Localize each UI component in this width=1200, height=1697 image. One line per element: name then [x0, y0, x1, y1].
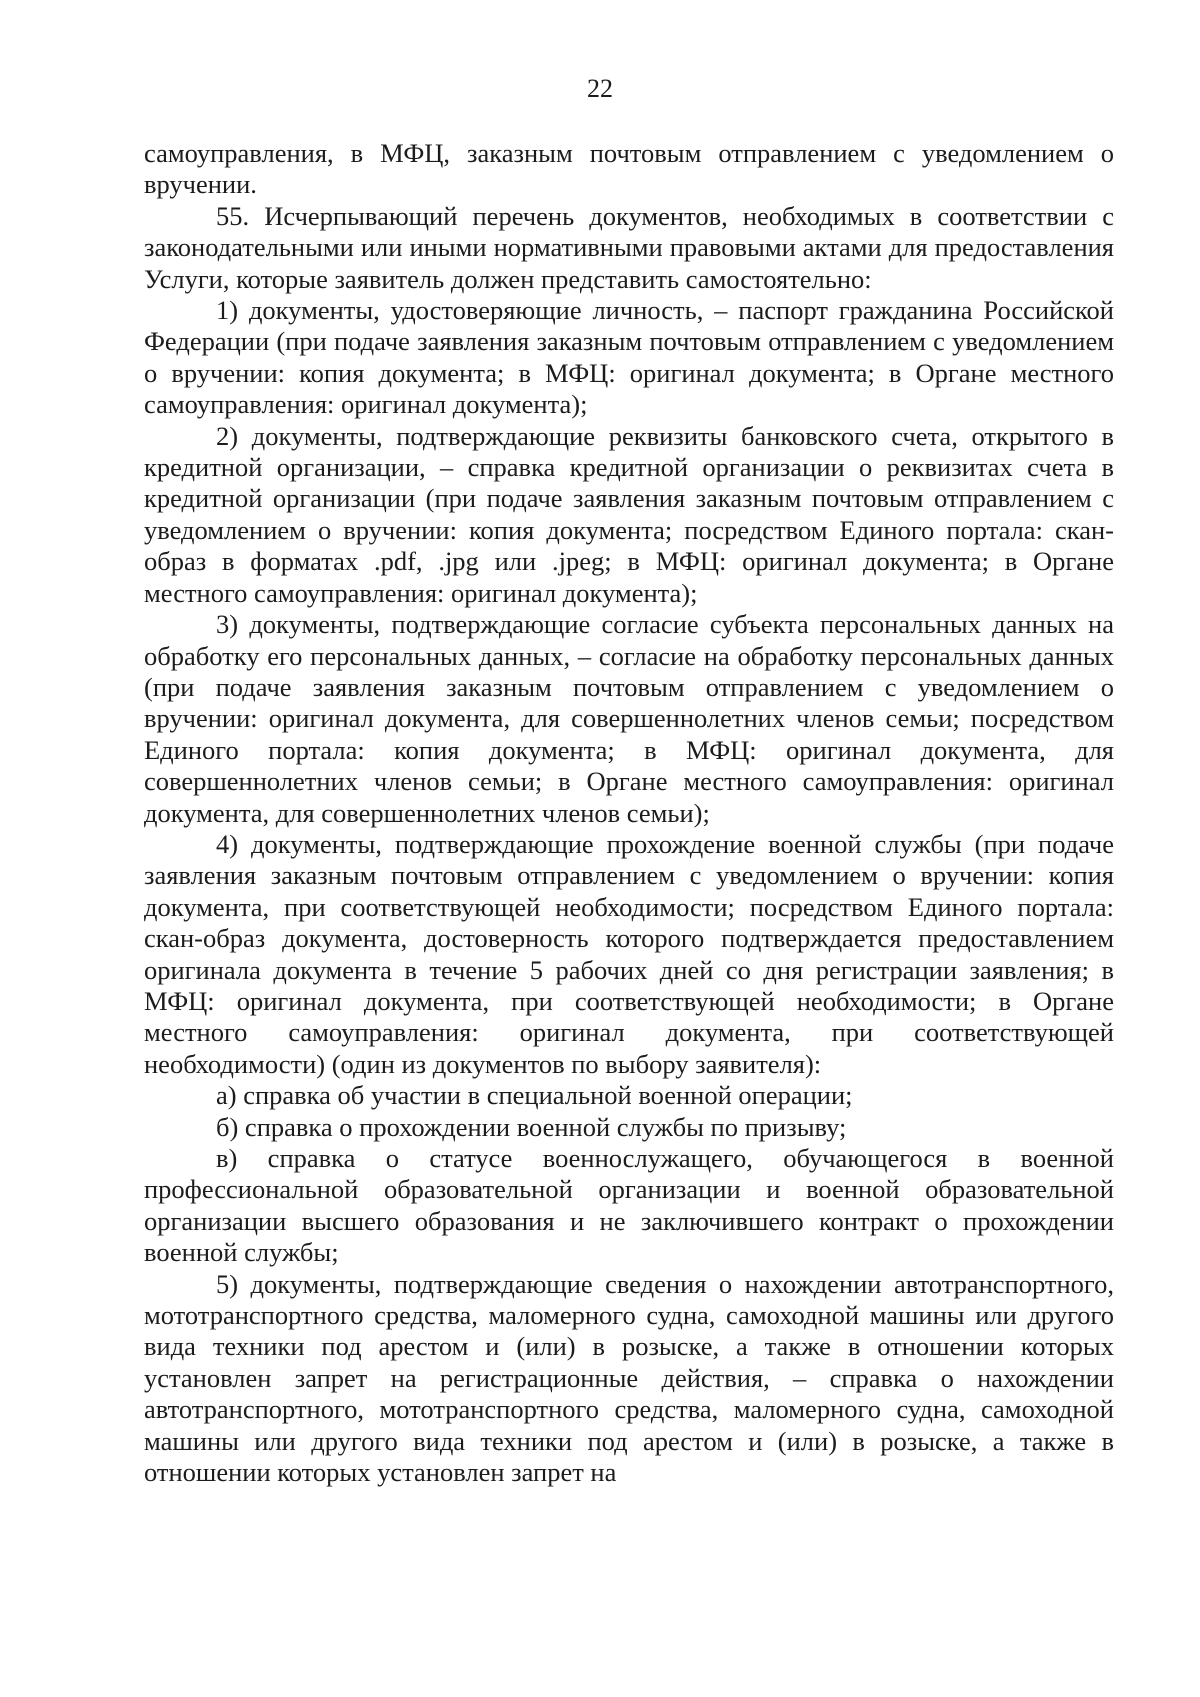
list-item-2: 2) документы, подтверждающие реквизиты банковского счета, открытого в кредитной организации, – справка кредитной организации о реквизитах счета в кредитной организации (при подаче заявления заказным почтовым отправлением с уведомлением о вручении: копия документа; посредством Единого портала: скан-образ в форматах .pdf, .jpg или .jpeg; в МФЦ: оригинал документа; в Органе местного самоуправления: оригинал документа); [144, 420, 1114, 608]
paragraph-continuation: самоуправления, в МФЦ, заказным почтовым отправлением с уведомлением о вручении. [144, 138, 1114, 200]
paragraph-item-55: 55. Исчерпывающий перечень документов, необходимых в соответствии с законодательными или иными нормативными правовыми актами для предоставления Услуги, которые заявитель должен представить самостоятельно: [144, 200, 1114, 294]
sub-item-b: б) справка о прохождении военной службы по призыву; [216, 1111, 847, 1142]
sub-item-v: в) справка о статусе военнослужащего, обучающегося в военной профессиональной образовательной организации и военной образовательной организации высшего образования и не заключившего контракт о прохождении военной службы; [144, 1143, 1114, 1268]
list-item-4: 4) документы, подтверждающие прохождение военной службы (при подаче заявления заказным почтовым отправлением с уведомлением о вручении: копия документа, при соответствующей необходимости; посредством Единого портала: скан-образ документа, достоверность которого подтверждается предоставлением оригинала документа в течение 5 рабочих дней со дня регистрации заявления; в МФЦ: оригинал документа, при соответствующей необходимости; в Органе местного самоуправления: оригинал документа, при соответствующей необходимости) (один из документов по выбору заявителя): [144, 828, 1114, 1079]
list-item-1: 1) документы, удостоверяющие личность, – паспорт гражданина Российской Федерации (при подаче заявления заказным почтовым отправлением с уведомлением о вручении: копия документа; в МФЦ: оригинал документа; в Органе местного самоуправления: оригинал документа); [144, 295, 1114, 420]
page-number: 22 [587, 74, 613, 103]
list-item-3: 3) документы, подтверждающие согласие субъекта персональных данных на обработку его персональных данных, – согласие на обработку персональных данных (при подаче заявления заказным почтовым отправлением с уведомлением о вручении: оригинал документа, для совершеннолетних членов семьи; посредством Единого портала: копия документа; в МФЦ: оригинал документа, для совершеннолетних членов семьи; в Органе местного самоуправления: оригинал документа, для совершеннолетних членов семьи); [144, 609, 1114, 828]
document-body [144, 138, 1114, 1488]
list-item-5: 5) документы, подтверждающие сведения о нахождении автотранспортного, мототранспортного средства, маломерного судна, самоходной машины или другого вида техники под арестом и (или) в розыске, а также в отношении которых установлен запрет на регистрационные действия, – справка о нахождении автотранспортного, мототранспортного средства, маломерного судна, самоходной машины или другого вида техники под арестом и (или) в розыске, а также в отношении которых установлен запрет на [144, 1268, 1114, 1488]
sub-item-a: а) справка об участии в специальной военной операции; [216, 1080, 853, 1111]
